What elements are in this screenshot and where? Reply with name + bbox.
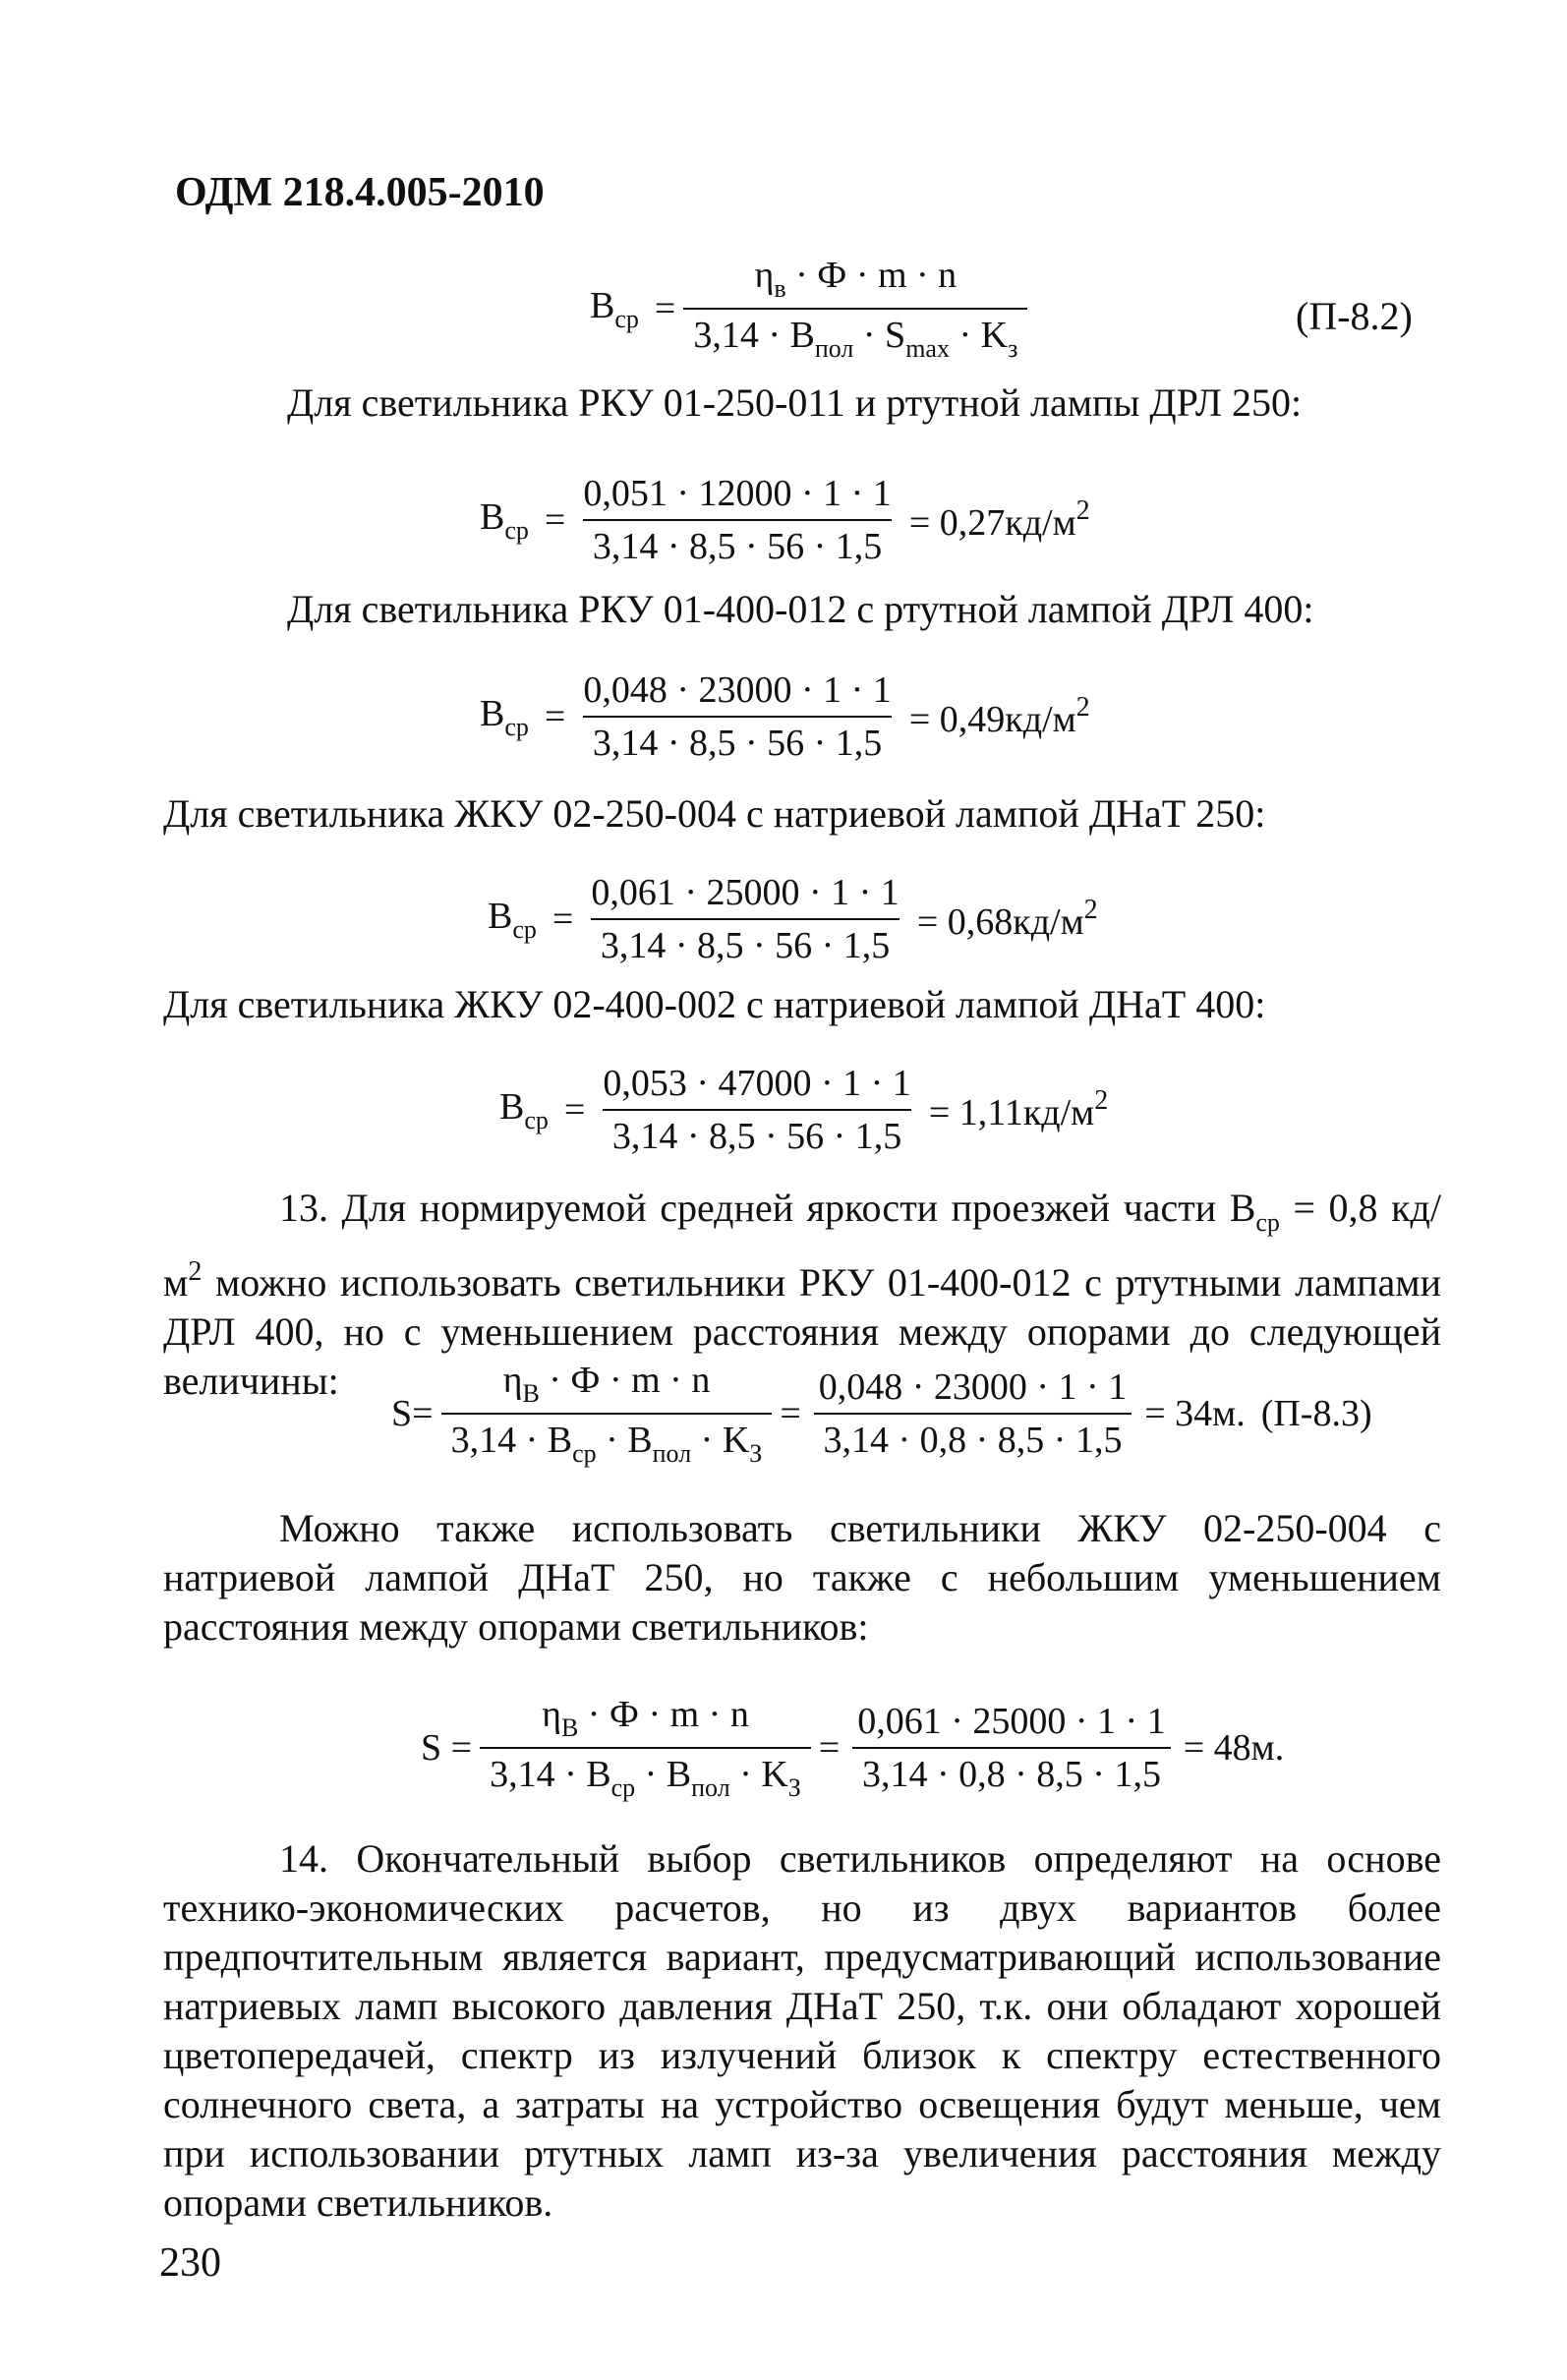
case1-result: = $0,27кд/м^2$ xyxy=(908,495,1090,544)
formula-tag-p8-2: (П-8.2) xyxy=(1296,294,1413,338)
fraction-denominator: 3,14 · 8,5 · 56 · 1,5 xyxy=(583,716,892,765)
case3-fraction xyxy=(581,871,908,967)
formula-tag-p8-3: (П-8.3) xyxy=(1260,1393,1372,1434)
fraction-denominator: 3,14 · 8,5 · 56 · 1,5 xyxy=(603,1109,911,1158)
formula-p8-2 xyxy=(590,254,1027,364)
formula-p8-4: S = $\frac{\eta_В \cdot Ф \cdot m \cdot n}{3,14 \cdot В_{ср} \cdot В_{пол} \cdot K_З}$ = $\frac{0,061 \cdot 25000 \cdot 1 \cdot 1}{3,14 \cdot 0,8 \cdot 8,5 \cdot 1,5}$ = 48м. xyxy=(421,1694,1285,1802)
case4-caption: Для светильника ЖКУ 02-400-002 с натриевой лампой ДНаТ 400: xyxy=(163,982,1266,1026)
fraction-denominator: 3,14 · 8,5 · 56 · 1,5 xyxy=(591,918,900,967)
equals-sign: = xyxy=(654,288,676,329)
paragraph-also: Можно также использовать светильники ЖКУ 02-250-004 с натриевой лампой ДНаТ 250, но также с небольшим уменьшением расстояния между опорами светильников: xyxy=(163,1506,1441,1649)
paragraph-14: 14. Окончательный выбор светильников определяют на основе технико-экономических расчетов, но из двух вариантов более предпочтительным является вариант, предусматривающий использование натриевых ламп высокого давления ДНаТ 250, т.к. они обладают хорошей цветопередачей, спектр из излучений близок к спектру естественного солнечного света, а затраты на устройство освещения будут меньше, чем при использовании ртутных ламп из-за увеличения расстояния между опорами светильников. xyxy=(163,1836,1441,2225)
formula-fraction xyxy=(683,254,1027,364)
case2-fraction xyxy=(573,668,900,765)
case3-result: = $0,68кд/м^2$ xyxy=(916,895,1098,943)
formula-p8-3-symbolic-fraction: $\frac{\eta_В \cdot Ф \cdot m \cdot n}{3,14 \cdot В_{ср} \cdot В_{пол} \cdot K_З}$ xyxy=(441,1359,773,1469)
formula-p8-3: S= $\frac{\eta_В \cdot Ф \cdot m \cdot n}{3,14 \cdot В_{ср} \cdot В_{пол} \cdot K_З}$ = $\frac{0,048 \cdot 23000 \cdot 1 \cdot 1}{3,14 \cdot 0,8 \cdot 8,5 \cdot 1,5}$ = 34м. (П-8.3) xyxy=(391,1360,1372,1468)
case4-fraction xyxy=(593,1062,920,1158)
fraction-numerator: 0,053 · 47000 · 1 · 1 xyxy=(603,1063,911,1104)
case1-caption: Для светильника РКУ 01-250-011 и ртутной лампы ДРЛ 250: xyxy=(287,380,1303,425)
document-code: ОДМ 218.4.005-2010 xyxy=(175,170,545,215)
formula-p8-3-result: = 34м. xyxy=(1144,1393,1246,1434)
fraction-numerator: $\eta_в \cdot Ф \cdot m \cdot n$ xyxy=(754,255,958,303)
case2-formula: $В_{ср}$ = $\frac{0,048 \cdot 23000 \cdot 1 \cdot 1}{3,14 \cdot 8,5 \cdot 56 \cdot 1,5}$ = $0,49кд/м^2$ xyxy=(480,669,1090,764)
paragraph-13: 13. Для нормируемой средней яркости проезжей части $В_{ср} = 0,8$ $кд/м^2$ можно использовать светильники РКУ 01-400-012 с ртутными лампами ДРЛ 400, но с уменьшением расстояния между опорами до следующей величины: xyxy=(163,1186,1441,1403)
case3-formula: $В_{ср}$ = $\frac{0,061 \cdot 25000 \cdot 1 \cdot 1}{3,14 \cdot 8,5 \cdot 56 \cdot 1,5}$ = $0,68кд/м^2$ xyxy=(488,872,1098,966)
case4-result: = $1,11кд/м^2$ xyxy=(928,1085,1109,1133)
case3-caption: Для светильника ЖКУ 02-250-004 с натриевой лампой ДНаТ 250: xyxy=(163,791,1266,836)
fraction-numerator: 0,048 · 23000 · 1 · 1 xyxy=(583,669,892,711)
formula-p8-4-result: = 48м. xyxy=(1183,1727,1285,1769)
fraction-denominator: 3,14 · 8,5 · 56 · 1,5 xyxy=(583,519,892,568)
formula-p8-4-symbolic-fraction: $\frac{\eta_В \cdot Ф \cdot m \cdot n}{3,14 \cdot В_{ср} \cdot В_{пол} \cdot K_З}$ xyxy=(480,1693,811,1803)
fraction-denominator: $3,14 \cdot В_{пол} \cdot S_{max} \cdot K_з$ xyxy=(683,308,1027,364)
case2-caption: Для светильника РКУ 01-400-012 с ртутной лампой ДРЛ 400: xyxy=(287,587,1314,631)
case4-formula: $В_{ср}$ = $\frac{0,053 \cdot 47000 \cdot 1 \cdot 1}{3,14 \cdot 8,5 \cdot 56 \cdot 1,5}$ = $1,11кд/м^2$ xyxy=(499,1063,1109,1157)
case1-formula: $В_{ср}$ = $\frac{0,051 \cdot 12000 \cdot 1 \cdot 1}{3,14 \cdot 8,5 \cdot 56 \cdot 1,5}$ = $0,27кд/м^2$ xyxy=(480,473,1090,567)
case1-fraction xyxy=(573,472,900,568)
page-number: 230 xyxy=(159,2240,221,2286)
formula-p8-3-numeric-fraction: $\frac{0,048 \cdot 23000 \cdot 1 \cdot 1}{3,14 \cdot 0,8 \cdot 8,5 \cdot 1,5}$ xyxy=(809,1365,1136,1462)
fraction-numerator: 0,061 · 25000 · 1 · 1 xyxy=(591,872,900,913)
formula-lhs: $В_{ср}$ xyxy=(590,284,639,333)
case2-result: = $0,49кд/м^2$ xyxy=(908,692,1090,740)
formula-p8-4-numeric-fraction: $\frac{0,061 \cdot 25000 \cdot 1 \cdot 1}{3,14 \cdot 0,8 \cdot 8,5 \cdot 1,5}$ xyxy=(847,1700,1175,1796)
fraction-numerator: 0,051 · 12000 · 1 · 1 xyxy=(583,473,892,514)
